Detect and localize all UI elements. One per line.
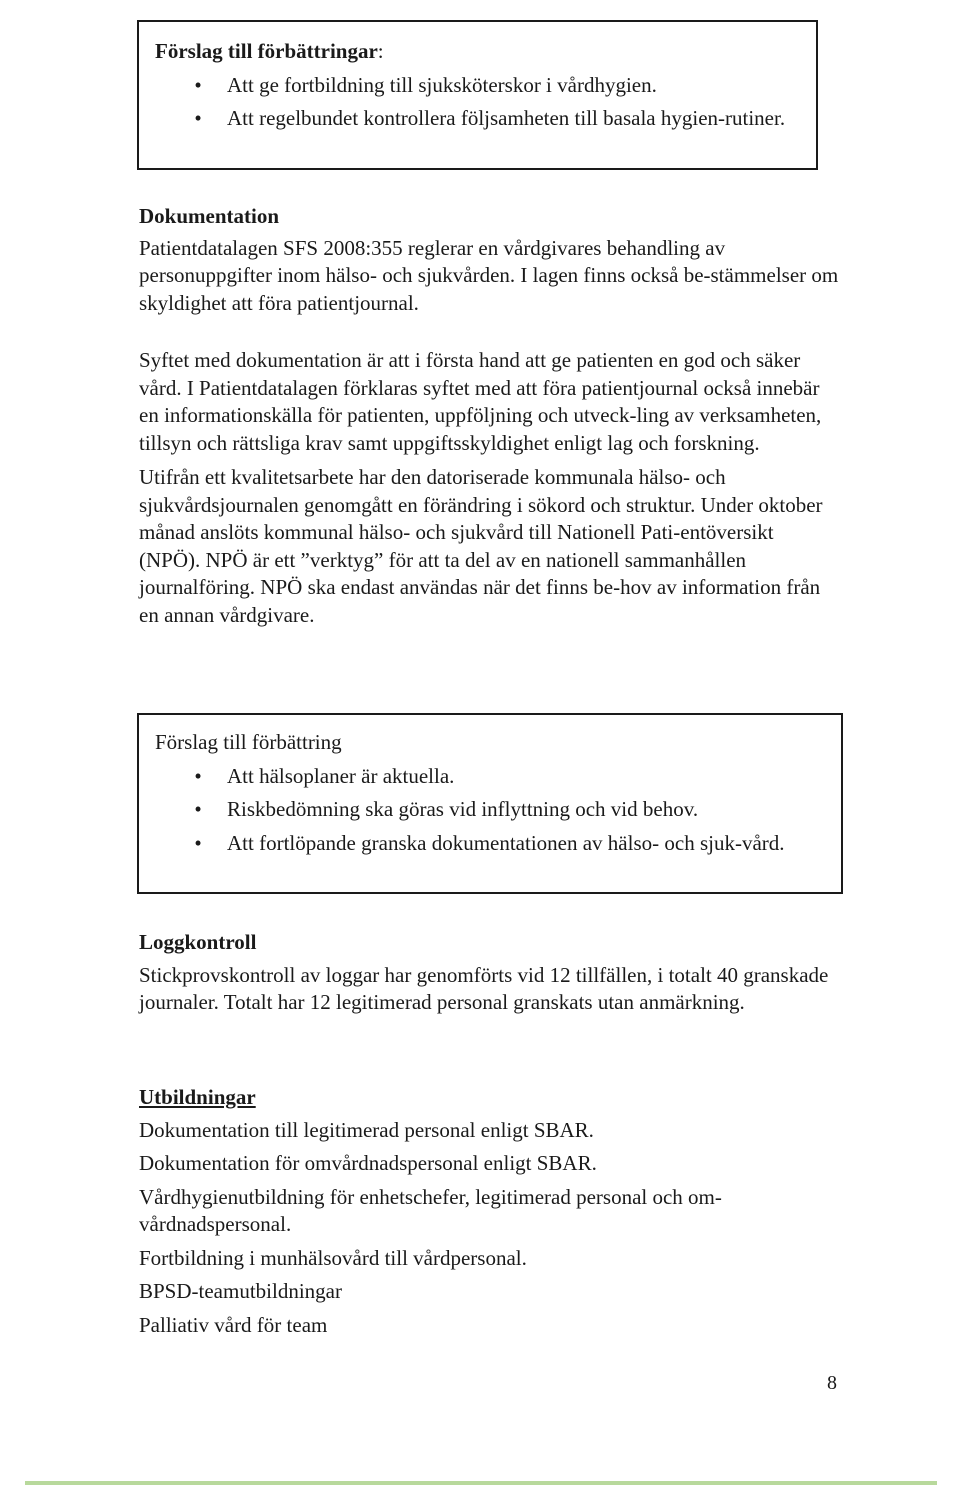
box2-title: Förslag till förbättring bbox=[155, 730, 342, 754]
dokumentation-paragraph-3: Utifrån ett kvalitetsarbete har den datoriserade kommunala hälso- och sjukvårdsjournalen genomgått en förändring i sökord och struktur. Under oktober månad anslöts kommunal hälso- och sjukvård till Nationell Pati-entöversikt (NPÖ). NPÖ är ett ”verktyg” för att ta del av en nationell sammanhållen journalföring. NPÖ ska endast användas när det finns be-hov av information från en annan vårdgivare. bbox=[139, 465, 823, 627]
box1-title bbox=[155, 38, 816, 66]
list-item-text: Att hälsoplaner är aktuella. bbox=[227, 763, 455, 788]
list-item-text: Riskbedömning ska göras vid inflyttning och vid behov. bbox=[227, 797, 699, 821]
section-loggkontroll bbox=[139, 929, 839, 1017]
box1-title-bold: Förslag till förbättringar bbox=[155, 39, 378, 63]
list-item-text: Att ge fortbildning till sjuksköterskor i vårdhygien. bbox=[227, 72, 657, 97]
page-number: 8 bbox=[827, 1372, 837, 1394]
list-item-text: Att fortlöpande granska dokumentationen av hälso- och sjuk-vård. bbox=[227, 830, 785, 855]
utbildning-item: BPSD-teamutbildningar bbox=[139, 1279, 342, 1303]
loggkontroll-heading: Loggkontroll bbox=[139, 930, 257, 954]
section-dokumentation bbox=[139, 203, 839, 629]
box2-bullet-list bbox=[155, 763, 841, 858]
list-item bbox=[155, 105, 816, 133]
bullet-icon: • bbox=[194, 830, 202, 855]
loggkontroll-paragraph: Stickprovskontroll av loggar har genomförts vid 12 tillfällen, i totalt 40 granskade journaler. Totalt har 12 legitimerad personal granskats utan anmärkning. bbox=[139, 962, 829, 1014]
footer-divider bbox=[25, 1481, 937, 1485]
utbildning-item: Fortbildning i munhälsovård till vårdpersonal. bbox=[139, 1245, 527, 1270]
list-item bbox=[155, 72, 816, 100]
bullet-icon: • bbox=[194, 106, 202, 130]
list-item-text: Att regelbundet kontrollera följsamheten till basala hygien-rutiner. bbox=[227, 106, 786, 130]
utbildning-item: Vårdhygienutbildning för enhetschefer, legitimerad personal och om-vårdnadspersonal. bbox=[139, 1184, 722, 1236]
list-item bbox=[155, 763, 841, 791]
dokumentation-heading: Dokumentation bbox=[139, 204, 280, 228]
bullet-icon: • bbox=[194, 763, 202, 788]
section-utbildningar bbox=[139, 1084, 839, 1339]
utbildning-item: Dokumentation för omvårdnadspersonal enligt SBAR. bbox=[139, 1151, 597, 1175]
box1-title-colon: : bbox=[377, 39, 384, 63]
utbildning-item: Palliativ vård för team bbox=[139, 1312, 328, 1337]
dokumentation-paragraph-1: Patientdatalagen SFS 2008:355 reglerar en vårdgivares behandling av personuppgifter inom hälso- och sjukvården. I lagen finns också be-stämmelser om skyldighet att föra patientjournal. bbox=[139, 235, 839, 315]
improvement-suggestions-box-2 bbox=[137, 713, 843, 894]
box1-bullet-list bbox=[155, 72, 816, 133]
list-item bbox=[155, 830, 841, 858]
list-item bbox=[155, 796, 841, 824]
utbildning-item: Dokumentation till legitimerad personal enligt SBAR. bbox=[139, 1117, 594, 1142]
utbildningar-heading: Utbildningar bbox=[139, 1085, 256, 1109]
improvement-suggestions-box-1 bbox=[137, 20, 818, 170]
dokumentation-paragraph-2: Syftet med dokumentation är att i första hand att ge patienten en god och säker vård. I Patientdatalagen förklaras syftet med att föra patientjournal också innebär en informationskälla för patienten, uppföljning och utveck-ling av verksamheten, tillsyn och rättsliga krav samt uppgiftsskyldighet enligt lag och forskning. bbox=[139, 348, 822, 455]
bullet-icon: • bbox=[194, 72, 202, 97]
bullet-icon: • bbox=[194, 797, 202, 821]
